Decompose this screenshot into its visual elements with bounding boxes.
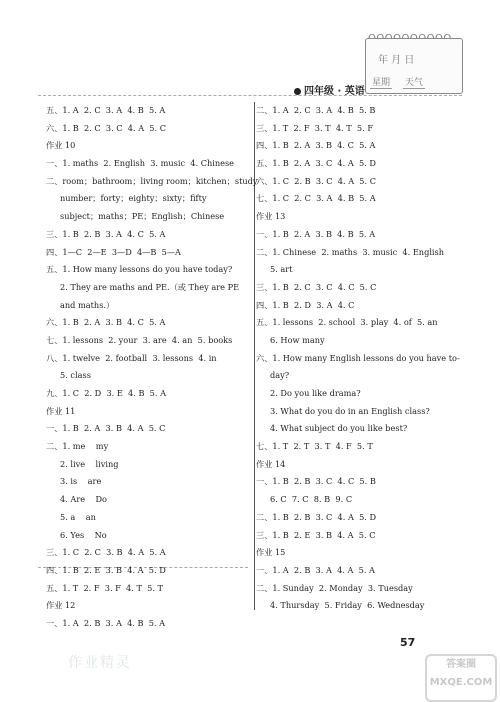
header-divider (38, 95, 462, 96)
section-heading: 作业 10 (46, 140, 76, 151)
answer-line: 三、1. B 2. C 3. C 4. C 5. C (256, 281, 377, 292)
section-heading: 作业 11 (46, 405, 76, 416)
section-heading: 作业 14 (256, 458, 286, 469)
section-heading: 作业 12 (46, 600, 76, 611)
answer-line: 三、1. T 2. F 3. T 4. T 5. F (256, 122, 374, 133)
answer-line: 5. class (60, 370, 91, 381)
answer-line: 八、1. twelve 2. football 3. lessons 4. in (46, 352, 217, 363)
answer-line: 三、1. B 2. E 3. B 4. A 5. C (256, 529, 376, 540)
weather-label: 天气 (403, 75, 425, 89)
answer-line: and maths.） (60, 299, 115, 310)
answer-line: 一、1. A 2. B 3. A 4. B 5. A (46, 617, 166, 628)
page-number: 57 (400, 636, 416, 649)
answer-line: 三、1. C 2. C 3. B 4. A 5. A (46, 547, 166, 558)
calendar-box (365, 38, 463, 94)
right-column (256, 102, 466, 615)
answer-line: 五、1. B 2. A 3. C 4. A 5. D (256, 158, 376, 169)
answer-line: number；forty；eighty；sixty；fifty (60, 193, 207, 204)
answer-line: 六、1. B 2. A 3. B 4. C 5. A (46, 317, 166, 328)
calendar-weather-row (370, 75, 433, 89)
answer-line: 5. art (270, 264, 293, 275)
left-column (46, 102, 258, 633)
answer-line: 3. What do you do in an English class? (270, 405, 430, 416)
answer-line: 四、1. B 2. E 3. B 4. A 5. D (46, 564, 166, 575)
answer-line: 6. How many (270, 334, 325, 345)
answer-line: 二、room；bathroom；living room；kitchen；study (46, 175, 258, 186)
answer-line: 二、1. Sunday 2. Monday 3. Tuesday (256, 582, 413, 593)
answer-line: 三、1. B 2. B 3. A 4. C 5. A (46, 228, 166, 239)
answer-line: 四、1. B 2. D 3. A 4. C (256, 299, 355, 310)
answer-line: 2. Do you like drama? (270, 388, 361, 398)
answer-line: 五、1. How many lessons do you have today? (46, 264, 233, 275)
section-heading: 作业 13 (256, 211, 286, 222)
answer-line: 一、1. B 2. A 3. B 4. B 5. A (256, 228, 376, 239)
answer-line: 七、1. lessons 2. your 3. are 4. an 5. books (46, 334, 233, 345)
calendar-date: 年 月 日 (378, 55, 415, 66)
section-heading: 作业 15 (256, 547, 286, 558)
answer-line: 二、1. Chinese 2. maths 3. music 4. English (256, 246, 445, 257)
weekday-label: 星期 (370, 75, 392, 89)
grade-subject-text: 四年级 · 英语 (304, 86, 365, 97)
answer-line: 五、1. lessons 2. school 3. play 4. of 5. an (256, 317, 438, 328)
answer-line: 七、1. C 2. C 3. A 4. B 5. A (256, 193, 376, 204)
answer-line: 6. C 7. C 8. B 9. C (270, 494, 353, 505)
answer-line: 二、1. B 2. B 3. C 4. A 5. D (256, 511, 377, 522)
bullet-icon (294, 88, 301, 95)
answer-line: 2. live living (60, 458, 119, 469)
answer-line: 六、1. How many English lessons do you have to- (256, 352, 460, 363)
answer-line: 九、1. C 2. D 3. E 4. B 5. A (46, 388, 167, 398)
answer-line: 3. is are (60, 476, 102, 487)
answer-line: 4. What subject do you like best? (270, 423, 408, 434)
answer-line: day? (270, 370, 290, 381)
answer-line: 一、1. B 2. B 3. C 4. C 5. B (256, 476, 376, 487)
answer-line: 二、1. me my (46, 441, 109, 452)
answer-line: 六、1. B 2. C 3. C 4. A 5. C (46, 122, 166, 133)
answer-line: 一、1. A 2. B 3. A 4. A 5. A (256, 564, 375, 575)
answer-line: 四、1—C 2—E 3—D 4—B 5—A (46, 246, 181, 257)
answer-line: 七、1. T 2. T 3. T 4. F 5. T (256, 441, 373, 452)
answer-line: 4. Are Do (60, 494, 107, 505)
answer-line: subject；maths；PE；English；Chinese (60, 211, 225, 222)
answer-line: 2. They are maths and PE.（或 They are PE (60, 281, 240, 292)
answer-line: 六、1. C 2. B 3. C 4. A 5. C (256, 175, 376, 186)
watermark-text: 作业精灵 (68, 655, 132, 671)
answer-line: 一、1. B 2. A 3. B 4. A 5. C (46, 423, 166, 434)
answer-line: 5. a an (60, 511, 96, 522)
answer-line: 四、1. B 2. A 3. B 4. C 5. A (256, 140, 376, 151)
answer-line: 一、1. maths 2. English 3. music 4. Chinese (46, 158, 235, 169)
answer-line: 4. Thursday 5. Friday 6. Wednesday (270, 600, 425, 611)
answer-line: 五、1. T 2. F 3. F 4. T 5. T (46, 582, 164, 593)
answer-line: 6. Yes No (60, 529, 107, 540)
answer-line: 二、1. A 2. C 3. A 4. B 5. B (256, 105, 376, 115)
watermark-logo: 答案圈 MXQE.COM (425, 654, 497, 702)
answer-line: 五、1. A 2. C 3. A 4. B 5. A (46, 105, 166, 115)
